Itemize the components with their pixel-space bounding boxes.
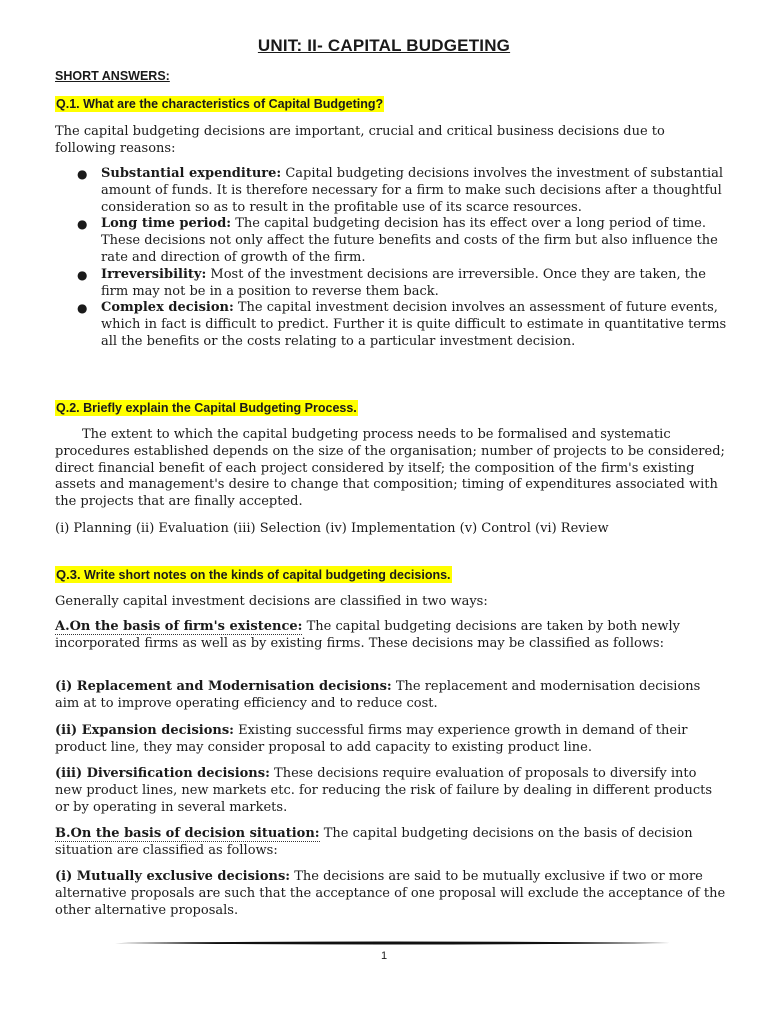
section-a-heading: A.On the basis of firm's existence:	[55, 619, 303, 634]
bullet-term: Irreversibility:	[101, 266, 207, 282]
bullet-text: The capital budgeting decision has its effect over a long period of time. These decisions not only affect the future benefits and costs of the firm but also influence the rate and direction of growth of the firm.	[101, 216, 718, 265]
q3-diversification	[55, 766, 727, 816]
bullet-item	[55, 267, 731, 301]
question-2-heading: Q.2. Briefly explain the Capital Budgeting Process.	[56, 401, 357, 415]
q2-process-steps: (i) Planning (ii) Evaluation (iii) Selection (iv) Implementation (v) Control (vi) Review	[55, 521, 609, 536]
q3-mutually-exclusive	[55, 869, 727, 919]
question-3-heading	[55, 566, 452, 583]
bullet-item	[55, 216, 731, 266]
section-b-heading: B.On the basis of decision situation:	[55, 826, 320, 841]
q1-bullet-list	[55, 166, 731, 351]
expansion-text: Existing successful firms may experience growth in demand of their product line, they may consider proposal to add capacity to existing product line.	[55, 723, 688, 755]
replacement-heading: (i) Replacement and Modernisation decisions:	[55, 679, 392, 694]
question-3-number: Q.3.	[56, 567, 81, 582]
bullet-icon: ●	[77, 217, 88, 232]
replacement-text: The replacement and modernisation decisions aim at to improve operating efficiency and to reduce cost.	[55, 679, 701, 711]
section-heading-short-answers: SHORT ANSWERS:	[55, 69, 170, 83]
diversification-text: These decisions require evaluation of proposals to diversify into new product lines, new markets etc. for reducing the risk of failure by dealing in different products or by operating in several markets.	[55, 766, 713, 815]
bullet-icon: ●	[77, 301, 88, 316]
question-3-text: Write short notes on the kinds of capital budgeting decisions.	[80, 568, 451, 582]
q3-section-a	[55, 619, 727, 653]
q3-section-b	[55, 826, 727, 860]
mutually-exclusive-heading: (i) Mutually exclusive decisions:	[55, 869, 291, 884]
page-number: 1	[380, 950, 388, 962]
bullet-term: Substantial expenditure:	[101, 166, 282, 181]
bullet-text: Capital budgeting decisions involves the investment of substantial amount of funds. It is therefore necessary for a firm to make such decisions after a thoughtful consideration so as to result in the profitable use of its scarce resources.	[101, 166, 724, 215]
q2-paragraph: The extent to which the capital budgeting process needs to be formalised and systematic procedures established depends on the size of the organisation; number of projects to be considered; direct financial benefit of each project considered by itself; the composition of the firm's existing assets and management's desire to change that composition; timing of expenditures associated with the projects that are finally accepted.	[55, 427, 725, 510]
section-b-text: The capital budgeting decisions on the basis of decision situation are classified as follows:	[55, 826, 693, 858]
section-a-text: The capital budgeting decisions are taken by both newly incorporated firms as well as by existing firms. These decisions may be classified as follows:	[55, 619, 680, 651]
q3-replacement	[55, 679, 727, 713]
bullet-item	[55, 300, 731, 350]
expansion-heading: (ii) Expansion decisions:	[55, 723, 234, 738]
bullet-icon: ●	[77, 167, 88, 181]
mutually-exclusive-text: The decisions are said to be mutually exclusive if two or more alternative proposals are such that the acceptance of one proposal will exclude the acceptance of the other alternative proposals.	[55, 869, 726, 918]
question-1-heading: Q.1. What are the characteristics of Capital Budgeting?	[56, 97, 384, 111]
q3-expansion	[55, 723, 727, 757]
bullet-text: The capital investment decision involves an assessment of future events, which in fact is difficult to predict. Further it is quite difficult to estimate in quantitative terms all the benefits or the costs relating to a particular investment decision.	[101, 300, 727, 349]
page-title: UNIT: II- CAPITAL BUDGETING	[257, 36, 511, 55]
bullet-term: Long time period:	[101, 216, 232, 232]
q3-intro: Generally capital investment decisions are classified in two ways:	[55, 594, 488, 609]
q1-intro: The capital budgeting decisions are important, crucial and critical business decisions due to following reasons:	[55, 124, 665, 156]
bullet-term: Complex decision:	[101, 300, 234, 316]
bullet-item	[55, 166, 731, 216]
bullet-icon: ●	[77, 267, 88, 282]
diversification-heading: (iii) Diversification decisions:	[55, 766, 270, 781]
bullet-text: Most of the investment decisions are irreversible. Once they are taken, the firm may not be in a position to reverse them back.	[101, 266, 706, 299]
footer-divider	[115, 941, 670, 945]
